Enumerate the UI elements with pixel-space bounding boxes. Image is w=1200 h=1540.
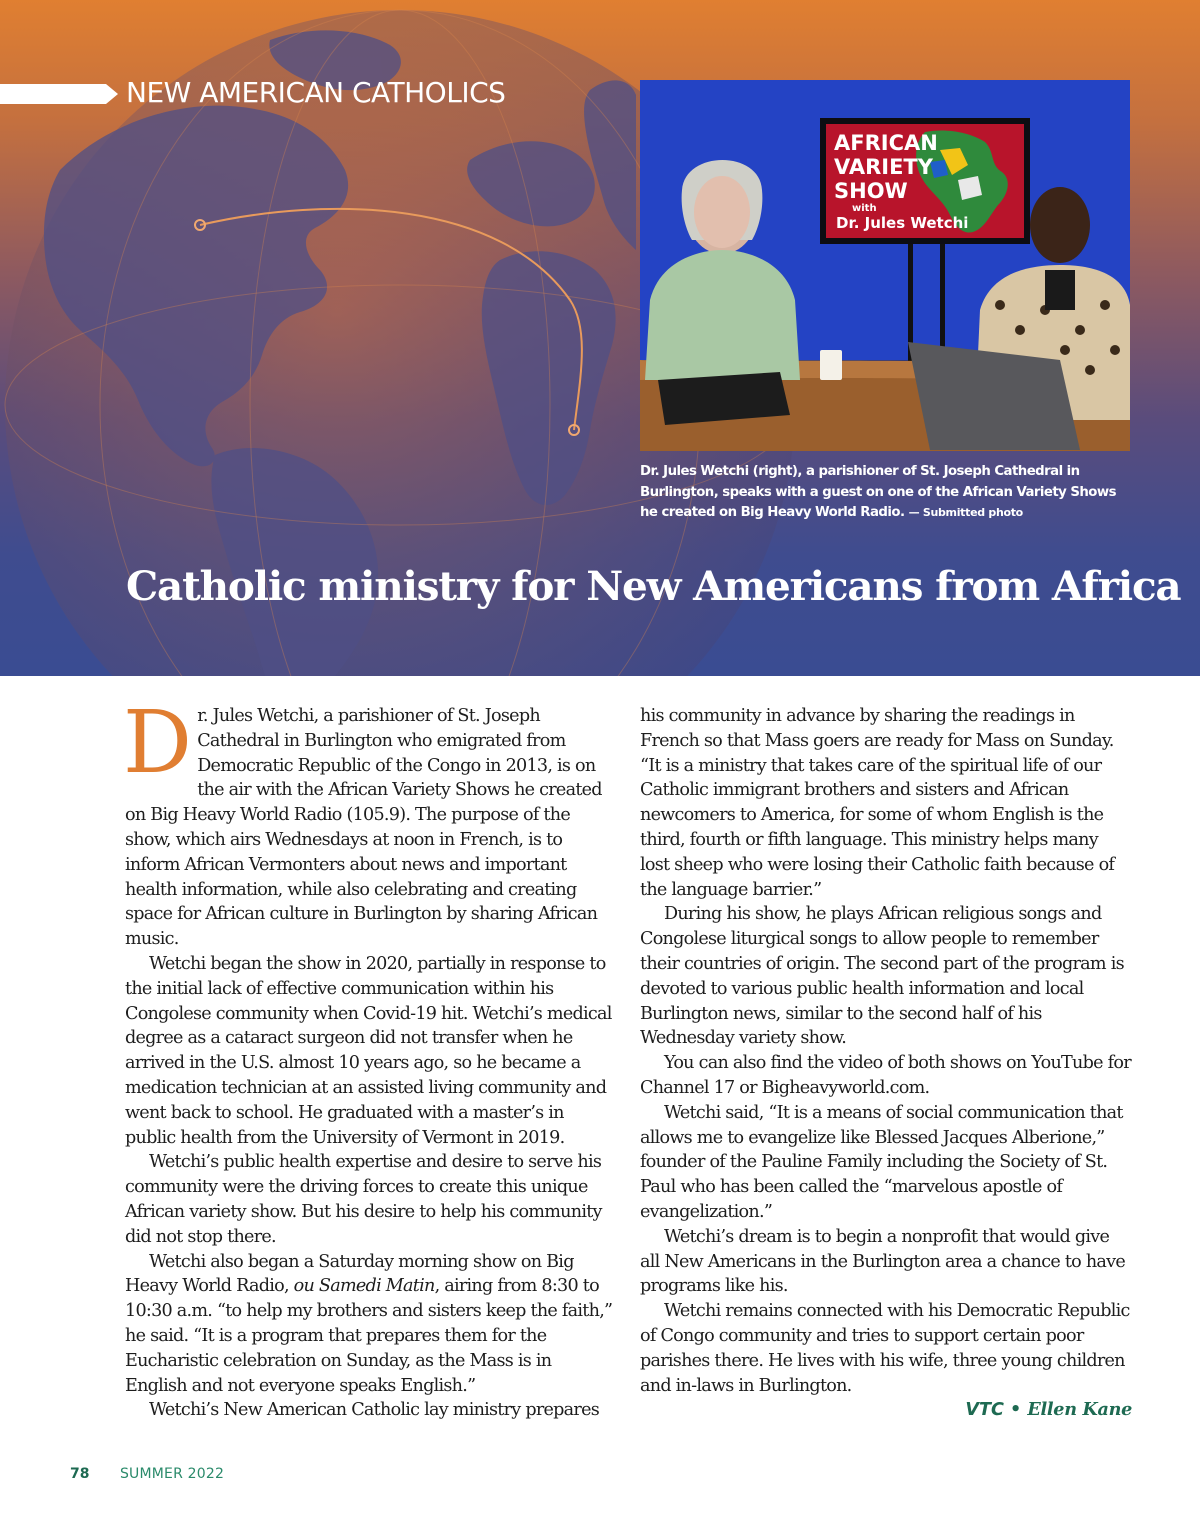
byline bbox=[640, 1398, 1132, 1423]
byline-author: Ellen Kane bbox=[1027, 1399, 1132, 1421]
show-title-italic: ou Samedi Matin bbox=[293, 1276, 435, 1297]
page-footer bbox=[70, 1466, 224, 1482]
paragraph-4-part-b: , airing from 8:30 to 10:30 a.m. “to help my brothers and sisters keep the faith,” he said. “It is a program that prepares them for the Eucharistic celebration on Sunday, as the Mass is in English and not everyone speaks English.” bbox=[125, 1276, 613, 1396]
page-number: 78 bbox=[70, 1466, 90, 1482]
article-headline: Catholic ministry for New Americans from Africa bbox=[126, 562, 1181, 610]
screen-line-4: with bbox=[852, 203, 877, 214]
photo-caption bbox=[640, 462, 1132, 524]
paragraph-6: During his show, he plays African religious songs and Congolese liturgical songs to allow people to remember their countries of origin. The second part of the program is devoted to various public health information and local Burlington news, similar to the second half of his Wednesday variety show. bbox=[640, 904, 1124, 1049]
paragraph-8: Wetchi said, “It is a means of social communication that allows me to evangelize like Blessed Jacques Alberione,” founder of the Pauline Family including the Society of St. Paul who has been called the “marvelous apostle of evangelization.” bbox=[640, 1102, 1123, 1222]
article-column-left bbox=[123, 693, 617, 1423]
paragraph-1 bbox=[123, 693, 617, 952]
paragraph-4 bbox=[125, 1250, 617, 1399]
article-photo bbox=[640, 80, 1130, 451]
paragraph-1-text: r. Jules Wetchi, a parishioner of St. Joseph Cathedral in Burlington who emigrated from Democratic Republic of the Congo in 2013, is on the air with the African Variety Shows he created on Big Heavy World Radio (105.9). The purpose of the show, which airs Wednesdays at noon in French, is to inform African Vermonters about news and important health information, while also celebrating and creating space for African culture in Burlington by sharing African music. bbox=[125, 706, 602, 950]
screen-line-1: AFRICAN bbox=[834, 131, 938, 155]
paragraph-3: Wetchi’s public health expertise and desire to serve his community were the driving forces to create this unique African variety show. But his desire to help his community did not stop there. bbox=[125, 1152, 602, 1247]
screen-line-2: VARIETY bbox=[834, 155, 933, 179]
paragraph-2: Wetchi began the show in 2020, partially in response to the initial lack of effective communication within his Congolese community when Covid-19 hit. Wetchi’s medical degree as a cataract surgeon did not transfer when he arrived in the U.S. almost 10 years ago, so he became a medication technician at an assisted living community and went back to school. He graduated with a master’s in public health from the University of Vermont in 2019. bbox=[125, 953, 612, 1148]
hero-banner bbox=[0, 0, 1200, 676]
screen-line-3: SHOW bbox=[834, 179, 908, 203]
paragraph-7: You can also find the video of both shows on YouTube for Channel 17 or Bigheavyworld.com. bbox=[640, 1053, 1131, 1098]
paragraph-4-part-a: Wetchi also began a Saturday morning show on Big Heavy World Radio, bbox=[125, 1251, 574, 1297]
section-marker-bar bbox=[0, 84, 118, 104]
article-column-right-content bbox=[640, 704, 1132, 1423]
caption-credit: — Submitted photo bbox=[908, 506, 1023, 519]
issue-label: SUMMER 2022 bbox=[119, 1466, 225, 1482]
paragraph-9: Wetchi’s dream is to begin a nonprofit that would give all New Americans in the Burlington area a chance to have programs like his. bbox=[640, 1226, 1126, 1297]
paragraph-10: Wetchi remains connected with his Democratic Republic of Congo community and tries to support certain poor parishes there. He lives with his wife, three young children and in-laws in Burlington. bbox=[640, 1301, 1130, 1396]
screen-line-5: Dr. Jules Wetchi bbox=[836, 214, 969, 232]
paragraph-5-continued: his community in advance by sharing the readings in French so that Mass goers are ready for Mass on Sunday. “It is a ministry that takes care of the spiritual life of our Catholic immigrant brothers and sisters and African newcomers to America, for some of whom English is the third, fourth or fifth language. This ministry helps many lost sheep who were losing their Catholic faith because of the language barrier.” bbox=[640, 706, 1115, 900]
drop-cap: D bbox=[123, 693, 192, 793]
byline-separator: • bbox=[1003, 1400, 1028, 1421]
paragraph-5: Wetchi’s New American Catholic lay ministry prepares bbox=[149, 1400, 600, 1421]
photo-illustration bbox=[640, 80, 1130, 451]
byline-org: VTC bbox=[965, 1400, 1004, 1421]
coffee-cup bbox=[820, 350, 842, 380]
section-label: NEW AMERICAN CATHOLICS bbox=[126, 76, 506, 109]
caption-text: Dr. Jules Wetchi (right), a parishioner of St. Joseph Cathedral in Burlington, speaks with a guest on one of the African Variety Shows he created on Big Heavy World Radio. bbox=[640, 464, 1116, 520]
